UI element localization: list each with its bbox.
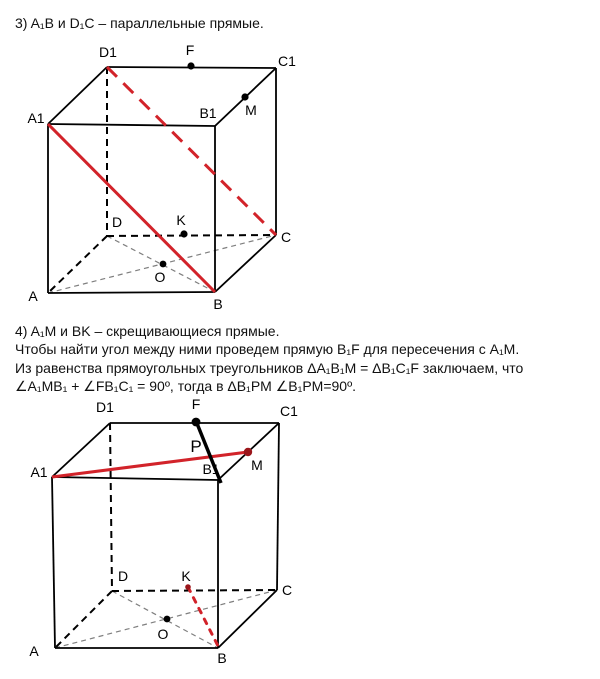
fig1-point-M — [241, 93, 248, 100]
fig2-label-F: F — [191, 396, 201, 412]
fig1-label-A: A — [28, 288, 38, 304]
figure1-cube — [27, 42, 296, 312]
fig2-label-O: O — [157, 626, 169, 642]
fig1-label-B: B — [213, 296, 223, 312]
explanation-line-1: Чтобы найти угол между ними проведем прямую B₁F для пересечения с A₁M. — [15, 341, 520, 357]
fig1-label-D1: D1 — [99, 44, 117, 60]
fig2-label-A1: A1 — [30, 464, 48, 480]
fig1-label-C: C — [280, 229, 292, 245]
fig1-point-F — [187, 62, 194, 69]
fig2-label-A: A — [29, 643, 39, 659]
fig2-point-K — [185, 584, 191, 590]
fig1-label-K: K — [176, 212, 186, 228]
explanation-line-3: ∠A₁MB₁ + ∠FB₁C₁ = 90º, тогда в ΔB₁PM ∠B₁PM=90º. — [15, 378, 357, 394]
explanation-line-2: Из равенства прямоугольных треугольников ΔA₁B₁M = ΔB₁C₁F заключаем, что — [15, 360, 524, 376]
fig1-point-K — [180, 230, 187, 237]
fig1-edge-A1B1 — [48, 124, 215, 126]
fig1-label-D: D — [111, 214, 123, 230]
fig2-label-P: P — [190, 437, 202, 456]
fig2-edge-C1C — [277, 423, 279, 590]
figure2-cube — [29, 396, 298, 666]
fig2-point-M — [244, 448, 252, 456]
fig1-edge-DC — [107, 235, 276, 236]
fig1-label-F: F — [185, 42, 195, 58]
fig2-edge-DC — [112, 590, 277, 591]
fig2-label-D1: D1 — [96, 399, 114, 415]
statement-4-text: 4) A₁M и BK – скрещивающиеся прямые. — [15, 323, 280, 339]
fig1-edge-BC — [215, 235, 276, 292]
fig1-label-B1: B1 — [199, 105, 217, 121]
fig2-label-K: K — [181, 568, 191, 584]
fig2-label-D: D — [117, 568, 129, 584]
fig1-point-O — [160, 261, 167, 268]
fig2-label-C: C — [281, 582, 293, 598]
fig2-edge-BC — [218, 590, 277, 648]
fig2-edge-D1D — [110, 423, 112, 591]
fig2-label-B: B — [217, 650, 227, 666]
fig1-edge-DA — [48, 236, 107, 293]
fig2-label-M: M — [251, 457, 263, 473]
fig2-edge-DA — [55, 591, 112, 648]
fig2-label-B1: B1 — [202, 461, 220, 477]
fig2-point-F — [192, 418, 201, 427]
fig1-label-M: M — [245, 102, 257, 118]
fig2-edge-A1D1 — [52, 423, 110, 477]
fig1-edge-AB — [48, 292, 215, 293]
fig2-point-O — [164, 616, 171, 623]
fig2-red-line-KB — [188, 587, 218, 646]
fig1-label-C1: C1 — [278, 53, 296, 69]
fig1-label-A1: A1 — [27, 110, 45, 126]
fig1-edge-A1D1 — [48, 67, 107, 124]
fig2-label-C1: C1 — [280, 403, 298, 419]
fig1-label-O: O — [154, 269, 166, 285]
fig2-edge-A1B1 — [52, 477, 218, 480]
statement-3-text: 3) A₁B и D₁C – параллельные прямые. — [15, 15, 264, 31]
fig2-edge-A1A — [52, 477, 55, 648]
